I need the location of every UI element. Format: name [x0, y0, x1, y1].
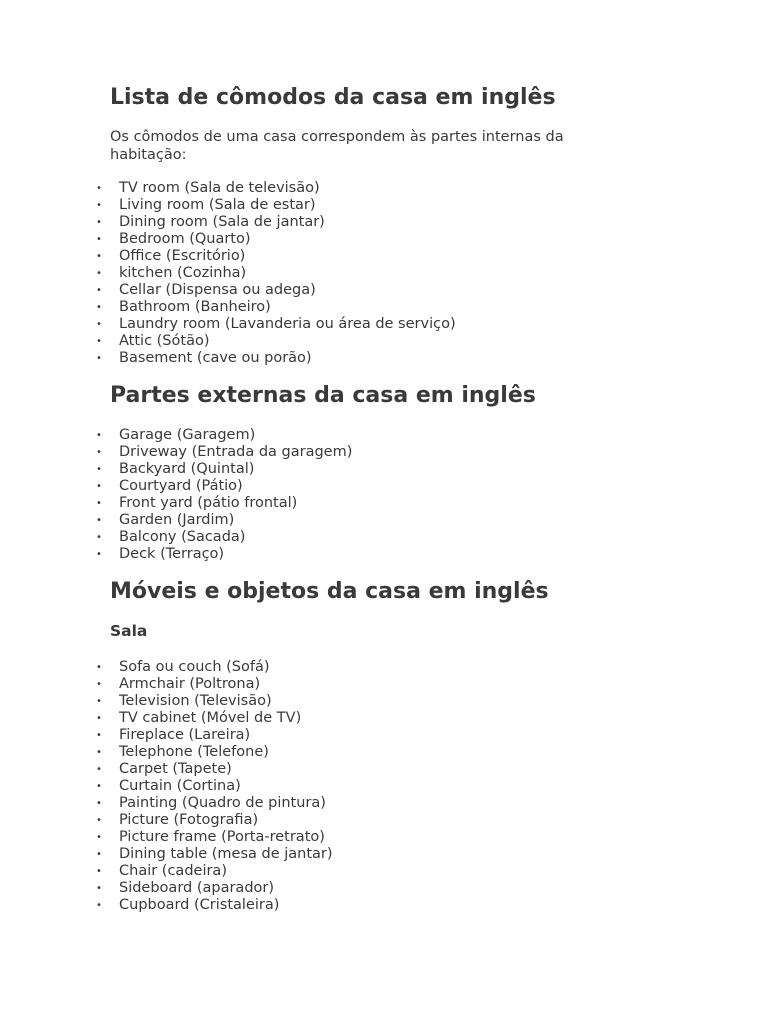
- list-item-text: Garage (Garagem): [119, 427, 256, 443]
- bullet-icon: •: [96, 900, 102, 911]
- list-item-text: Bathroom (Banheiro): [119, 299, 271, 315]
- list-item: [95, 546, 655, 563]
- list-item: [95, 880, 655, 897]
- list-item-text: Television (Televisão): [119, 693, 272, 709]
- list-item-text: Attic (Sótão): [119, 333, 210, 349]
- bullet-icon: •: [96, 285, 102, 296]
- bullet-icon: •: [96, 430, 102, 441]
- list-item: [95, 478, 655, 495]
- subsection-heading-sala: Sala: [110, 622, 148, 640]
- list-item: [95, 512, 655, 529]
- bullet-icon: •: [96, 447, 102, 458]
- bullet-icon: •: [96, 336, 102, 347]
- bullet-icon: •: [96, 662, 102, 673]
- bullet-icon: •: [96, 798, 102, 809]
- section-heading-external: Partes externas da casa em inglês: [110, 383, 536, 408]
- list-item-text: Painting (Quadro de pintura): [119, 795, 326, 811]
- bullet-icon: •: [96, 883, 102, 894]
- bullet-icon: •: [96, 713, 102, 724]
- bullet-icon: •: [96, 679, 102, 690]
- list-item-text: Bedroom (Quarto): [119, 231, 251, 247]
- list-item: [95, 727, 655, 744]
- list-item-text: Front yard (pátio frontal): [119, 495, 298, 511]
- list-item-text: Chair (cadeira): [119, 863, 227, 879]
- rooms-intro-paragraph: Os cômodos de uma casa correspondem às partes internas da habitação:: [110, 129, 564, 163]
- list-item-text: Armchair (Poltrona): [119, 676, 261, 692]
- list-item: [95, 299, 655, 316]
- list-item-text: Curtain (Cortina): [119, 778, 241, 794]
- list-item: [95, 795, 655, 812]
- bullet-icon: •: [96, 515, 102, 526]
- list-item: [95, 659, 655, 676]
- list-item-text: Office (Escritório): [119, 248, 246, 264]
- list-item-text: TV cabinet (Móvel de TV): [119, 710, 302, 726]
- list-item: [95, 778, 655, 795]
- list-item-text: Dining table (mesa de jantar): [119, 846, 333, 862]
- list-item-text: Sofa ou couch (Sofá): [119, 659, 270, 675]
- list-item: [95, 197, 655, 214]
- external-parts-list: [95, 427, 655, 563]
- bullet-icon: •: [96, 696, 102, 707]
- section-heading-rooms: Lista de cômodos da casa em inglês: [110, 85, 556, 110]
- list-item-text: Cupboard (Cristaleira): [119, 897, 280, 913]
- list-item: [95, 316, 655, 333]
- bullet-icon: •: [96, 353, 102, 364]
- bullet-icon: •: [96, 764, 102, 775]
- list-item: [95, 265, 655, 282]
- list-item-text: Cellar (Dispensa ou adega): [119, 282, 316, 298]
- list-item: [95, 710, 655, 727]
- list-item-text: Courtyard (Pátio): [119, 478, 243, 494]
- bullet-icon: •: [96, 832, 102, 843]
- list-item: [95, 761, 655, 778]
- bullet-icon: •: [96, 319, 102, 330]
- list-item: [95, 350, 655, 367]
- list-item: [95, 282, 655, 299]
- bullet-icon: •: [96, 302, 102, 313]
- list-item: [95, 333, 655, 350]
- list-item: [95, 180, 655, 197]
- section-heading-furniture: Móveis e objetos da casa em inglês: [110, 579, 549, 604]
- bullet-icon: •: [96, 200, 102, 211]
- list-item-text: Balcony (Sacada): [119, 529, 246, 545]
- list-item-text: Garden (Jardim): [119, 512, 235, 528]
- bullet-icon: •: [96, 464, 102, 475]
- list-item: [95, 829, 655, 846]
- bullet-icon: •: [96, 498, 102, 509]
- list-item: [95, 427, 655, 444]
- list-item-text: Sideboard (aparador): [119, 880, 275, 896]
- bullet-icon: •: [96, 849, 102, 860]
- bullet-icon: •: [96, 217, 102, 228]
- rooms-list: [95, 180, 655, 367]
- list-item-text: Carpet (Tapete): [119, 761, 232, 777]
- bullet-icon: •: [96, 747, 102, 758]
- list-item: [95, 248, 655, 265]
- list-item: [95, 863, 655, 880]
- list-item-text: Picture (Fotografia): [119, 812, 259, 828]
- list-item-text: TV room (Sala de televisão): [119, 180, 320, 196]
- list-item-text: Backyard (Quintal): [119, 461, 255, 477]
- list-item: [95, 812, 655, 829]
- list-item: [95, 744, 655, 761]
- list-item: [95, 214, 655, 231]
- list-item-text: Deck (Terraço): [119, 546, 225, 562]
- bullet-icon: •: [96, 183, 102, 194]
- list-item: [95, 897, 655, 914]
- bullet-icon: •: [96, 251, 102, 262]
- list-item-text: Fireplace (Lareira): [119, 727, 251, 743]
- list-item: [95, 231, 655, 248]
- bullet-icon: •: [96, 481, 102, 492]
- bullet-icon: •: [96, 730, 102, 741]
- list-item-text: Picture frame (Porta-retrato): [119, 829, 325, 845]
- bullet-icon: •: [96, 781, 102, 792]
- list-item: [95, 529, 655, 546]
- bullet-icon: •: [96, 549, 102, 560]
- list-item-text: Basement (cave ou porão): [119, 350, 312, 366]
- list-item: [95, 495, 655, 512]
- bullet-icon: •: [96, 866, 102, 877]
- list-item-text: Driveway (Entrada da garagem): [119, 444, 353, 460]
- list-item: [95, 676, 655, 693]
- list-item: [95, 461, 655, 478]
- bullet-icon: •: [96, 532, 102, 543]
- list-item-text: Living room (Sala de estar): [119, 197, 316, 213]
- list-item: [95, 693, 655, 710]
- list-item: [95, 846, 655, 863]
- bullet-icon: •: [96, 268, 102, 279]
- list-item-text: Laundry room (Lavanderia ou área de serviço): [119, 316, 456, 332]
- list-item-text: Dining room (Sala de jantar): [119, 214, 325, 230]
- list-item-text: kitchen (Cozinha): [119, 265, 247, 281]
- sala-furniture-list: [95, 659, 655, 914]
- list-item: [95, 444, 655, 461]
- list-item-text: Telephone (Telefone): [119, 744, 269, 760]
- bullet-icon: •: [96, 815, 102, 826]
- bullet-icon: •: [96, 234, 102, 245]
